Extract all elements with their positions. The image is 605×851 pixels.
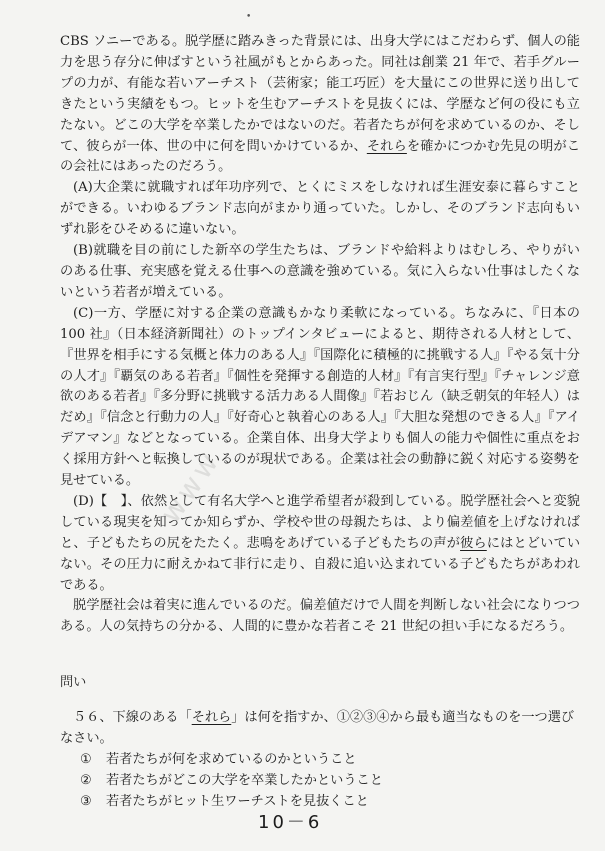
option-text: 若者たちがヒット生ワーチストを見抜くこと — [106, 794, 369, 809]
option-number: ③ — [80, 794, 92, 809]
question-stem: ５６、下線のある「それら」は何を指すか、①②③④から最も適当なものを一つ選びなさい。 — [60, 710, 575, 746]
option-text: 若者たちが何を求めているのかということ — [106, 752, 357, 767]
passage-paragraph-intro: CBS ソニーである。脱学歴に踏みきった背景には、出身大学にはこだわらず、個人の能力を思う存分に伸ばすという社風がもとからあった。同社は創業 21 年で、若手グループの力が、有能な若いアーチスト（芸術家；能工巧匠）を大量にこの世界に送り出してきたという実績をもつ。ヒットを生むアーチストを見抜くには、学歴など何の役にも立たない。どこの大学を卒業したかではないのだ。若者たちが何を求めているのか、そして、彼らが一体、世の中に何を問いかけているか、それらを確かにつかむ先見の明がこの会社にはあったのだろう。 — [60, 34, 581, 175]
faint-watermark: www — [153, 443, 228, 530]
option-number: ① — [80, 752, 92, 767]
passage-paragraph-a: (A)大企業に就職すれば年功序列で、とくにミスをしなければ生涯安泰に暮らすことができる。いわゆるブランド志向がまかり通っていた。しかし、そのブランド志向もいずれ影をひそめるに違いない。 — [60, 180, 580, 238]
passage-paragraph-conclusion: 脱学歴社会は着実に進んでいるのだ。偏差値だけで人間を判断しない社会になりつつある。人の気持ちの分かる、人間的に豊かな若者こそ 21 世紀の担い手になるだろう。 — [60, 598, 580, 635]
underlined-sorera: それら — [366, 138, 407, 154]
passage-paragraph-b: (B)就職を目の前にした新卒の学生たちは、ブランドや給料よりはむしろ、やりがいのある仕事、充実感を覚える仕事への意識を強めている。気に入らない仕事はしたくないという若者が増えている。 — [60, 243, 580, 300]
passage-paragraph-d: (D)【 】、依然として有名大学へと進学希望者が殺到している。脱学歴社会へと変貌している現実を知ってか知らずか、学校や世の母親たちは、より偏差値を上げなければと、子どもたちの尻をたたく。悲鳴をあげている子どもたちの声が彼らにはとどいていない。その圧力に耐えかねて非行に走り、自殺に追い込まれている子どもたちがあわれである。 — [60, 493, 581, 593]
answer-option — [80, 770, 580, 791]
top-dot-mark: • — [246, 12, 252, 22]
handwritten-page-number: 10－6 — [258, 812, 323, 833]
question-heading: 問い — [60, 675, 87, 690]
answer-options — [60, 749, 580, 812]
option-text: 若者たちがどこの大学を卒業したかということ — [106, 773, 383, 788]
passage-paragraph-c: (C)一方、学歴に対する企業の意識もかなり柔軟になっている。ちなみに、『日本の 100 社』（日本経済新聞社）のトップインタビューによると、期待される人材として、『世界を相手にする気概と体力のある人』『国際化に積極的に挑戦する人』『やる気十分の人才』『覇気のある若者』『個性を発揮する創造的人材』『有言実行型』『チャレンジ意欲のある若者』『多分野に挑戦する活力ある人間像』『若おじん（缺乏朝気的年轻人）はだめ』『信念と行動力の人』『好奇心と執着心のある人』『大胆な発想のできる人』『アイデアマン』などとなっている。企業自体、出身大学よりも個人の能力や個性に重点をおく採用方針へと転換しているのが現状である。企業は社会の動静に鋭く対応する姿勢を見せている。 — [60, 305, 580, 489]
underlined-karera: 彼ら — [460, 535, 487, 551]
question-section — [60, 672, 580, 812]
reading-passage — [60, 32, 580, 638]
answer-option — [80, 749, 580, 770]
question-underlined-sorera: それら — [191, 710, 232, 725]
answer-option — [80, 791, 580, 812]
option-number: ② — [80, 773, 92, 788]
